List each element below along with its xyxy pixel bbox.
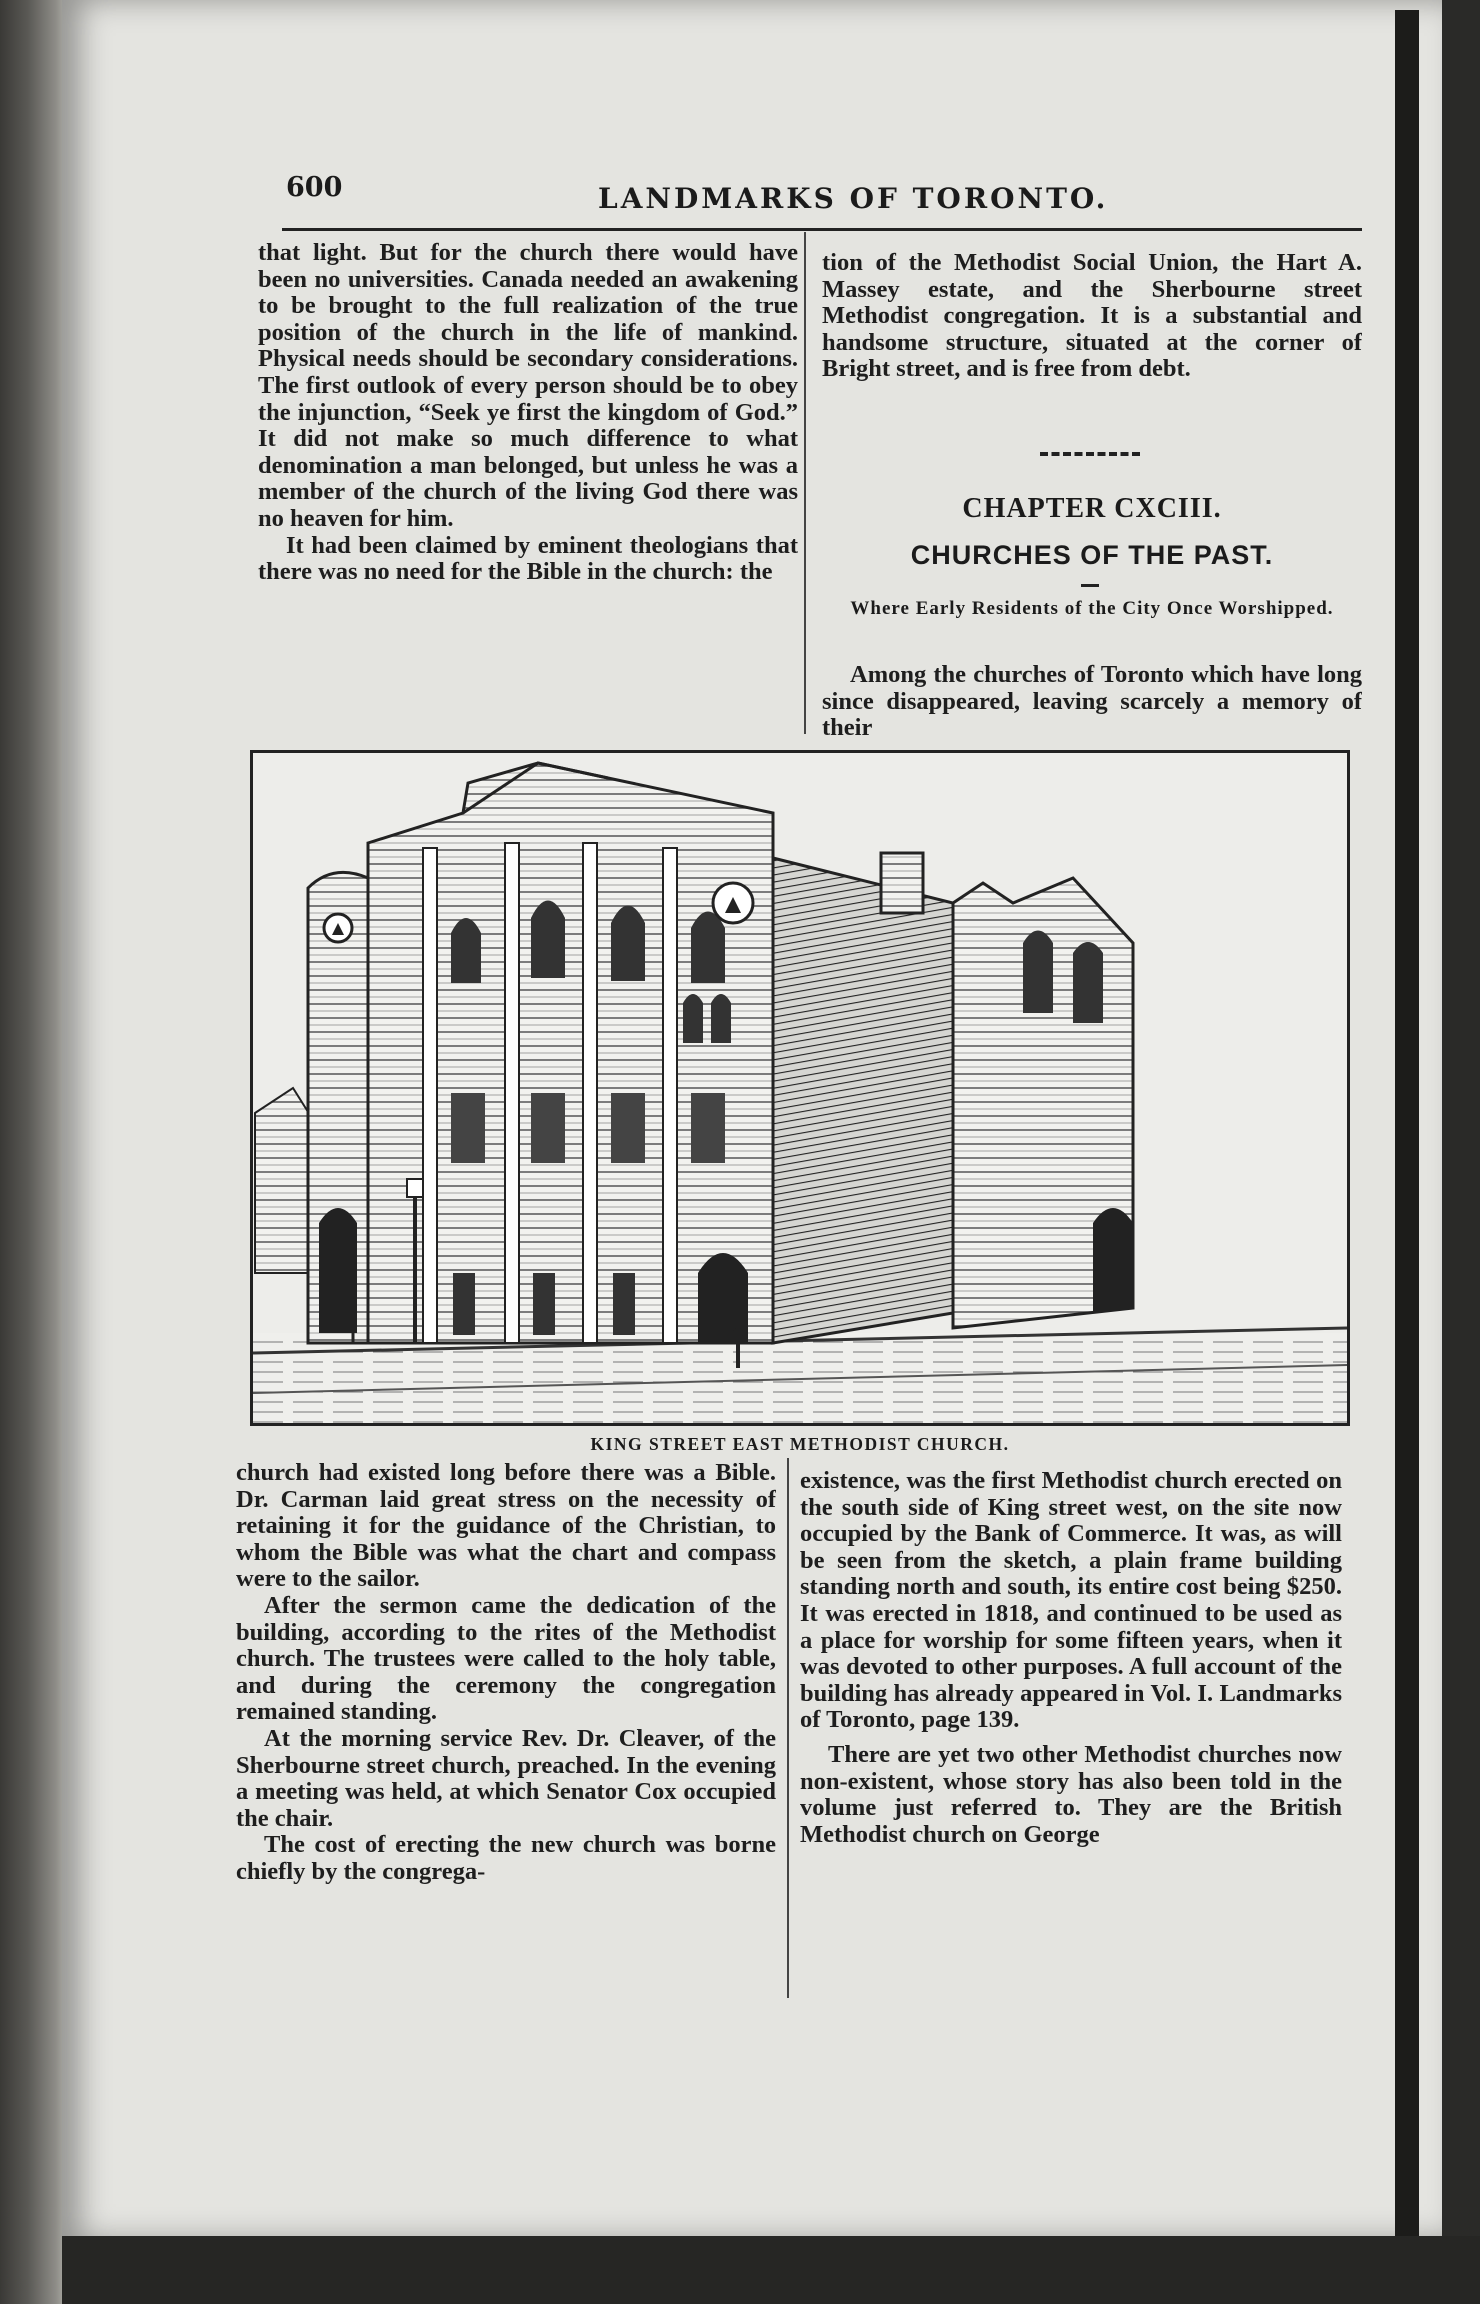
bottom-left-column [236,1460,776,1988]
title-dash [1081,584,1099,587]
page-header [282,172,1362,231]
book-spine-shadow [0,0,70,2304]
column-divider [787,1458,789,1998]
illustration-caption: KING STREET EAST METHODIST CHURCH. [590,1434,1010,1454]
paragraph: existence, was the first Methodist church erected on the south side of King street west, on the site now occupied by the Bank of Commerce. It was, as will be seen from the sketch, a plain frame building standing north and south, its entire cost being $250. It was erected in 1818, and continued to be used as a place for worship for some fifteen years, when it was devoted to other purposes. A full account of the building has already appeared in Vol. I. Landmarks of Toronto, page 139. [800,1468,1342,1734]
chapter-subtitle: Where Early Residents of the City Once Worshipped. [850,598,1334,619]
paragraph: It had been claimed by eminent theologians that there was no need for the Bible in the church: the [258,531,798,586]
paragraph: tion of the Methodist Social Union, the Hart A. Massey estate, and the Sherbourne street Methodist congregation. It is a substantial and handsome structure, situated at the corner of Bright street, and is free from debt. [822,250,1362,383]
church-engraving [253,753,1347,1423]
chapter-intro [822,662,1362,740]
column-divider [804,232,806,734]
running-title: LANDMARKS OF TORONTO. [598,182,1109,215]
chapter-number: CHAPTER CXCIII. [962,493,1222,524]
top-right-column [822,250,1362,420]
paragraph: At the morning service Rev. Dr. Cleaver, of the Sherbourne street church, preached. In the evening a meeting was held, at which Senator Cox occupied the chair. [236,1724,776,1832]
bottom-margin [62,2236,1480,2304]
top-left-column [258,240,798,735]
church-illustration [250,750,1350,1426]
paragraph: There are yet two other Methodist churches now non-existent, whose story has also been told in the volume just referred to. They are the British Methodist church on George [800,1740,1342,1848]
section-rule [1040,452,1140,460]
paragraph: The cost of erecting the new church was borne chiefly by the congrega- [236,1831,776,1885]
paragraph: After the sermon came the dedication of the building, according to the rites of the Methodist church. The trustees were called to the holy table, and during the ceremony the congregation remained standing. [236,1591,776,1726]
page-number: 600 [286,172,343,203]
paragraph: that light. But for the church there would have been no universities. Canada needed an awakening to be brought to the full realization of the true position of the church in the life of mankind. Physical needs should be secondary considerations. The first outlook of every person should be to obey the injunction, “Seek ye first the kingdom of God.” It did not make so much difference to what denomination a man belonged, but unless he was a member of the church of the living God there was no heaven for him. [258,240,798,532]
paragraph: church had existed long before there was a Bible. Dr. Carman laid great stress on the necessity of retaining it for the guidance of the Christian, to whom the Bible was what the chart and compass were to the sailor. [236,1460,776,1593]
page-edge [1395,10,1419,2236]
paragraph: Among the churches of Toronto which have long since disappeared, leaving scarcely a memory of their [822,662,1362,740]
bottom-right-column [800,1468,1342,1988]
chapter-title: CHURCHES OF THE PAST. [910,540,1274,570]
